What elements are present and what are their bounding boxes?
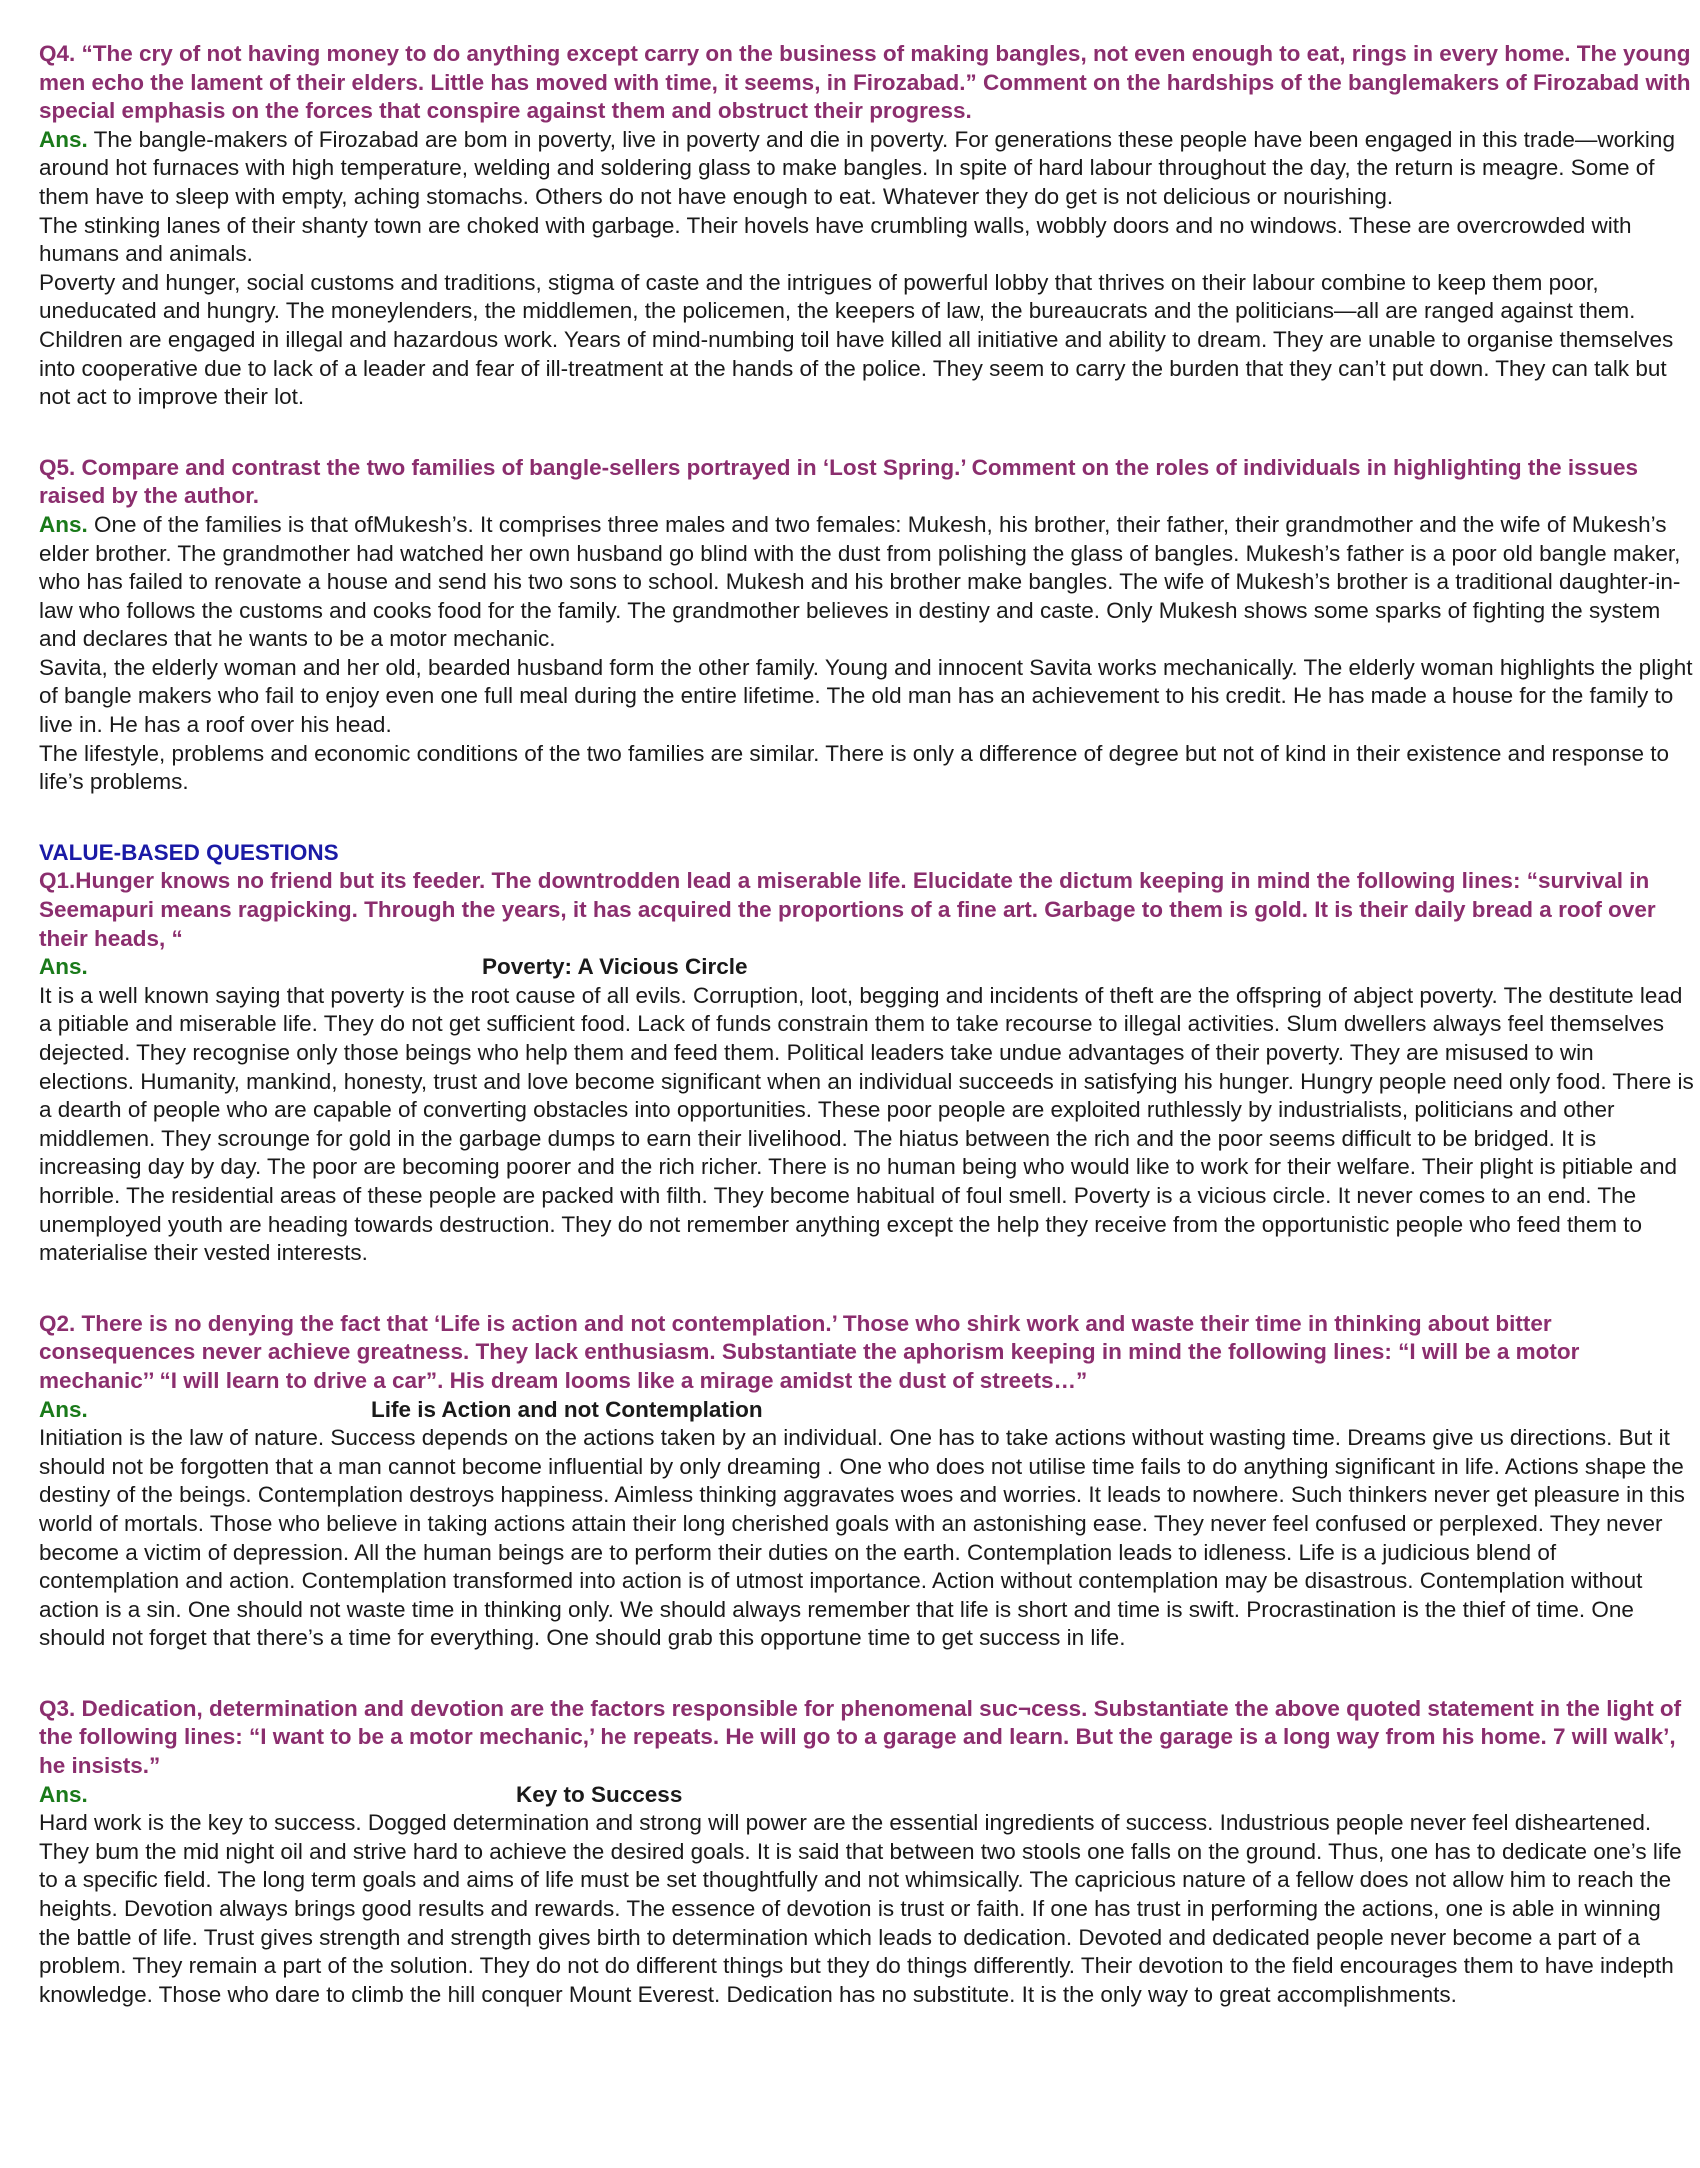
ans-label: Ans. — [39, 1396, 88, 1422]
q5-answer-p2: Savita, the elderly woman and her old, bearded husband form the other family. Young and innocent Savita works mechanically. The elderly woman highlights the plight of bangle makers who fail to enjoy even one full meal during the entire lifetime. The old man has an achievement to his credit. He has made a house for the family to live in. He has a roof over his head. — [39, 654, 1693, 738]
answer-title: Life is Action and not Contemplation — [371, 1396, 763, 1422]
vbq-q2-answer-body: Initiation is the law of nature. Success depends on the actions taken by an individual. One has to take actions without wasting time. Dreams give us directions. But it should not be forgotten that a man cannot become influential by only dreaming . One who does not utilise time fails to do anything significant in life. Actions shape the destiny of the beings. Contemplation destroys happiness. Aimless thinking aggravates woes and worries. It leads to nowhere. Such thinkers never get pleasure in this world of mortals. Those who believe in taking actions attain their long cherished goals with an astonishing ease. They never feel confused or perplexed. They never become a victim of depression. All the human beings are to perform their duties on the earth. Contemplation leads to idleness. Life is a judicious blend of contemplation and action. Contemplation transformed into action is of utmost importance. Action without contemplation may be disastrous. Contemplation without action is a sin. One should not waste time in thinking only. We should always remember that life is short and time is swift. Procrastination is the thief of time. One should not forget that there’s a time for everything. One should grab this opportune time to get success in life. — [39, 1425, 1685, 1651]
vbq-q1-answer-header — [39, 953, 1694, 982]
q5-answer-p1 — [39, 511, 1694, 654]
ans-label: Ans. — [39, 1781, 88, 1807]
vbq-q3-question: Q3. Dedication, determination and devotion are the factors responsible for phenomenal suc¬cess. Substantiate the above quoted statement in the light of the following lines: “I want to be a motor mechanic,’ he repeats. He will go to a garage and learn. But the garage is a long way from his home. 7 will walk’, he insists.” — [39, 1695, 1682, 1779]
q4-answer-p1 — [39, 126, 1694, 212]
q5-question: Q5. Compare and contrast the two families of bangle-sellers portrayed in ‘Lost Spring.’ Comment on the roles of individuals in highlighting the issues raised by the author. — [39, 454, 1638, 509]
vbq-q2-question: Q2. There is no denying the fact that ‘Life is action and not contemplation.’ Those who shirk work and waste their time in thinking about bitter consequences never achieve greatness. They lack enthusiasm. Substantiate the aphorism keeping in mind the following lines: “I will be a motor mechanic’’ “I will learn to drive a car”. His dream looms like a mirage amidst the dust of streets…” — [39, 1310, 1580, 1393]
vbq-q3-answer-body: Hard work is the key to success. Dogged determination and strong will power are the essential ingredients of success. Industrious people never feel disheartened. They bum the mid night oil and strive hard to achieve the desired goals. It is said that between two stools one falls on the ground. Thus, one has to dedicate one’s life to a specific field. The long term goals and aims of life must be set thoughtfully and not whimsically. The capricious nature of a fellow does not allow him to reach the heights. Devotion always brings good results and rewards. The essence of devotion is trust or faith. If one has trust in performing the actions, one is able in winning the battle of life. Trust gives strength and strength gives birth to determination which leads to dedication. Devoted and dedicated people never become a part of a problem. They remain a part of the solution. They do not do different things but they do things differently. Their devotion to the field encourages them to have indepth knowledge. Those who dare to climb the hill conquer Mount Everest. Dedication has no substitute. It is the only way to great accomplishments. — [39, 1810, 1682, 2007]
vbq-q1-question: Q1.Hunger knows no friend but its feeder. The downtrodden lead a miserable life. Elucidate the dictum keeping in mind the following lines: “survival in Seemapuri means ragpicking. Through the years, it has acquired the proportions of a fine art. Garbage to them is gold. It is their daily bread a roof over their heads, “ — [39, 868, 1656, 951]
q5-answer-p3: The lifestyle, problems and economic conditions of the two families are similar. There is only a difference of degree but not of kind in their existence and response to life’s problems. — [39, 740, 1670, 795]
vbq-q2-answer-header — [39, 1396, 1694, 1425]
ans-label: Ans. — [39, 511, 88, 537]
document-page — [39, 40, 1694, 2009]
q4-answer-p2: The stinking lanes of their shanty town are choked with garbage. Their hovels have crumbling walls, wobbly doors and no windows. These are overcrowded with humans and animals. — [39, 212, 1632, 267]
q4-question: Q4. “The cry of not having money to do anything except carry on the business of making bangles, not even enough to eat, rings in every home. The young men echo the lament of their elders. Little has moved with time, it seems, in Firozabad.” Comment on the hardships of the banglemakers of Firozabad with special emphasis on the forces that conspire against them and obstruct their progress. — [39, 41, 1691, 124]
q4-answer-p3: Poverty and hunger, social customs and traditions, stigma of caste and the intrigues of powerful lobby that thrives on their labour combine to keep them poor, uneducated and hungry. The moneylenders, the middlemen, the policemen, the keepers of law, the bureaucrats and the politicians—all are ranged against them. Children are engaged in illegal and hazardous work. Years of mind-numbing toil have killed all initiative and ability to dream. They are unable to organise themselves into cooperative due to lack of a leader and fear of ill-treatment at the hands of the police. They seem to carry the burden that they can’t put down. They can talk but not act to improve their lot. — [39, 269, 1674, 410]
vbq-q1-answer-body: It is a well known saying that poverty is the root cause of all evils. Corruption, loot, begging and incidents of theft are the offspring of abject poverty. The destitute lead a pitiable and miserable life. They do not get sufficient food. Lack of funds constrain them to take recourse to illegal activities. Slum dwellers always feel themselves dejected. They recognise only those beings who help them and feed them. Political leaders take undue advantages of their poverty. They are misused to win elections. Humanity, mankind, honesty, trust and love become significant when an individual succeeds in satisfying his hunger. Hungry people need only food. There is a dearth of people who are capable of converting obstacles into opportunities. These poor people are exploited ruthlessly by industrialists, politicians and other middlemen. They scrounge for gold in the garbage dumps to earn their livelihood. The hiatus between the rich and the poor seems difficult to be bridged. It is increasing day by day. The poor are becoming poorer and the rich richer. There is no human being who would like to work for their welfare. Their plight is pitiable and horrible. The residential areas of these people are packed with filth. They become habitual of foul smell. Poverty is a vicious circle. It never comes to an end. The unemployed youth are heading towards destruction. They do not remember anything except the help they receive from the opportunistic people who feed them to materialise their vested interests. — [39, 982, 1694, 1266]
answer-title: Poverty: A Vicious Circle — [482, 954, 748, 980]
answer-title: Key to Success — [516, 1781, 683, 1807]
ans-label: Ans. — [39, 126, 88, 152]
vbq-q3-answer-header — [39, 1781, 1694, 1810]
q5-answer-text: One of the families is that ofMukesh’s. It comprises three males and two females: Mukesh, his brother, their father, their grandmother and the wife of Mukesh’s elder brother. The grandmother had watched her own husband go blind with the dust from polishing the glass of bangles. Mukesh’s father is a poor old bangle maker, who has failed to renovate a house and send his two sons to school. Mukesh and his brother make bangles. The wife of Mukesh’s brother is a traditional daughter-in-law who follows the customs and cooks food for the family. The grandmother believes in destiny and caste. Only Mukesh shows some sparks of fighting the system and declares that he wants to be a motor mechanic. — [39, 511, 1681, 652]
ans-label: Ans. — [39, 954, 88, 980]
q4-answer-text: The bangle-makers of Firozabad are bom in poverty, live in poverty and die in poverty. For generations these people have been engaged in this trade—working around hot furnaces with high temperature, welding and soldering glass to make bangles. In spite of hard labour throughout the day, the return is meagre. Some of them have to sleep with empty, aching stomachs. Others do not have enough to eat. Whatever they do get is not delicious or nourishing. — [39, 126, 1675, 209]
section-heading: VALUE-BASED QUESTIONS — [39, 839, 339, 865]
